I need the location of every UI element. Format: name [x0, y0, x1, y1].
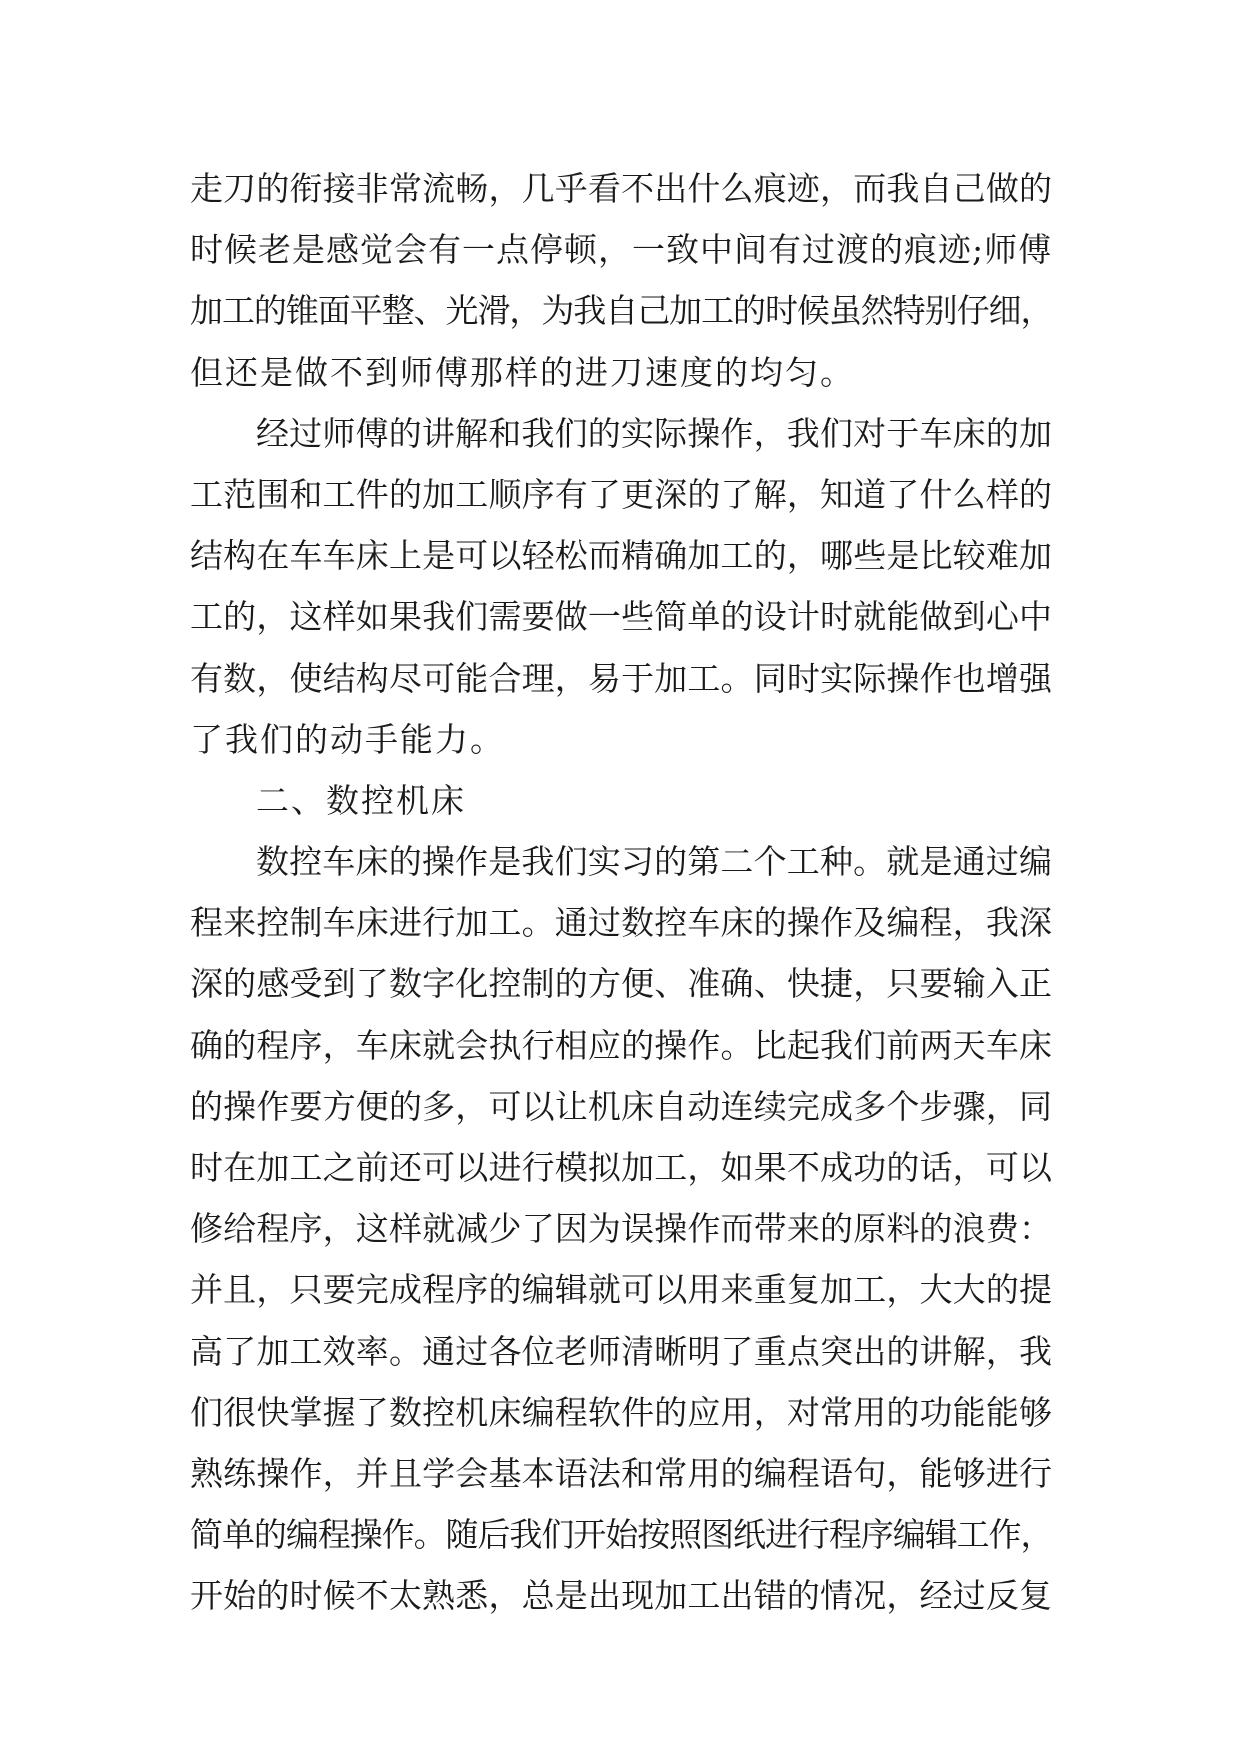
text-line: 结构在车车床上是可以轻松而精确加工的，哪些是比较难加 [190, 536, 1052, 576]
text-line: 确的程序，车床就会执行相应的操作。比起我们前两天车床 [190, 1025, 1052, 1065]
text-line: 工范围和工件的加工顺序有了更深的了解，知道了什么样的 [190, 474, 1052, 514]
text-line: 时在加工之前还可以进行模拟加工，如果不成功的话，可以 [190, 1148, 1052, 1187]
text-line: 并且，只要完成程序的编辑就可以用来重复加工，大大的提 [190, 1270, 1052, 1310]
section-heading: 二、数控机床 [256, 780, 466, 820]
text-line: 简单的编程操作。随后我们开始按照图纸进行程序编辑工作， [190, 1515, 1052, 1555]
text-line: 时候老是感觉会有一点停顿，一致中间有过渡的痕迹;师傅 [190, 230, 1053, 270]
text-line: 加工的锥面平整、光滑，为我自己加工的时候虽然特别仔细， [190, 291, 1052, 331]
text-line: 熟练操作，并且学会基本语法和常用的编程语句，能够进行 [190, 1453, 1052, 1493]
body-text [190, 158, 1052, 1627]
text-line: 经过师傅的讲解和我们的实际操作，我们对于车床的加 [256, 413, 1052, 453]
text-line: 的操作要方便的多，可以让机床自动连续完成多个步骤，同 [190, 1086, 1052, 1126]
text-line: 工的，这样如果我们需要做一些简单的设计时就能做到心中 [190, 597, 1052, 637]
text-line: 们很快掌握了数控机床编程软件的应用，对常用的功能能够 [190, 1392, 1052, 1432]
text-line: 数控车床的操作是我们实习的第二个工种。就是通过编 [256, 842, 1052, 882]
text-line: 程来控制车床进行加工。通过数控车床的操作及编程，我深 [190, 903, 1052, 943]
text-line: 深的感受到了数字化控制的方便、准确、快捷，只要输入正 [190, 964, 1052, 1004]
text-line: 高了加工效率。通过各位老师清晰明了重点突出的讲解，我 [190, 1331, 1052, 1371]
text-line: 开始的时候不太熟悉，总是出现加工出错的情况，经过反复 [190, 1576, 1052, 1616]
text-line: 但还是做不到师傅那样的进刀速度的均匀。 [190, 352, 855, 392]
text-line: 有数，使结构尽可能合理，易于加工。同时实际操作也增强 [190, 658, 1052, 698]
text-line: 走刀的衔接非常流畅，几乎看不出什么痕迹，而我自己做的 [190, 169, 1052, 208]
text-line: 修给程序，这样就减少了因为误操作而带来的原料的浪费： [190, 1209, 1052, 1249]
text-line: 了我们的动手能力。 [190, 719, 505, 759]
